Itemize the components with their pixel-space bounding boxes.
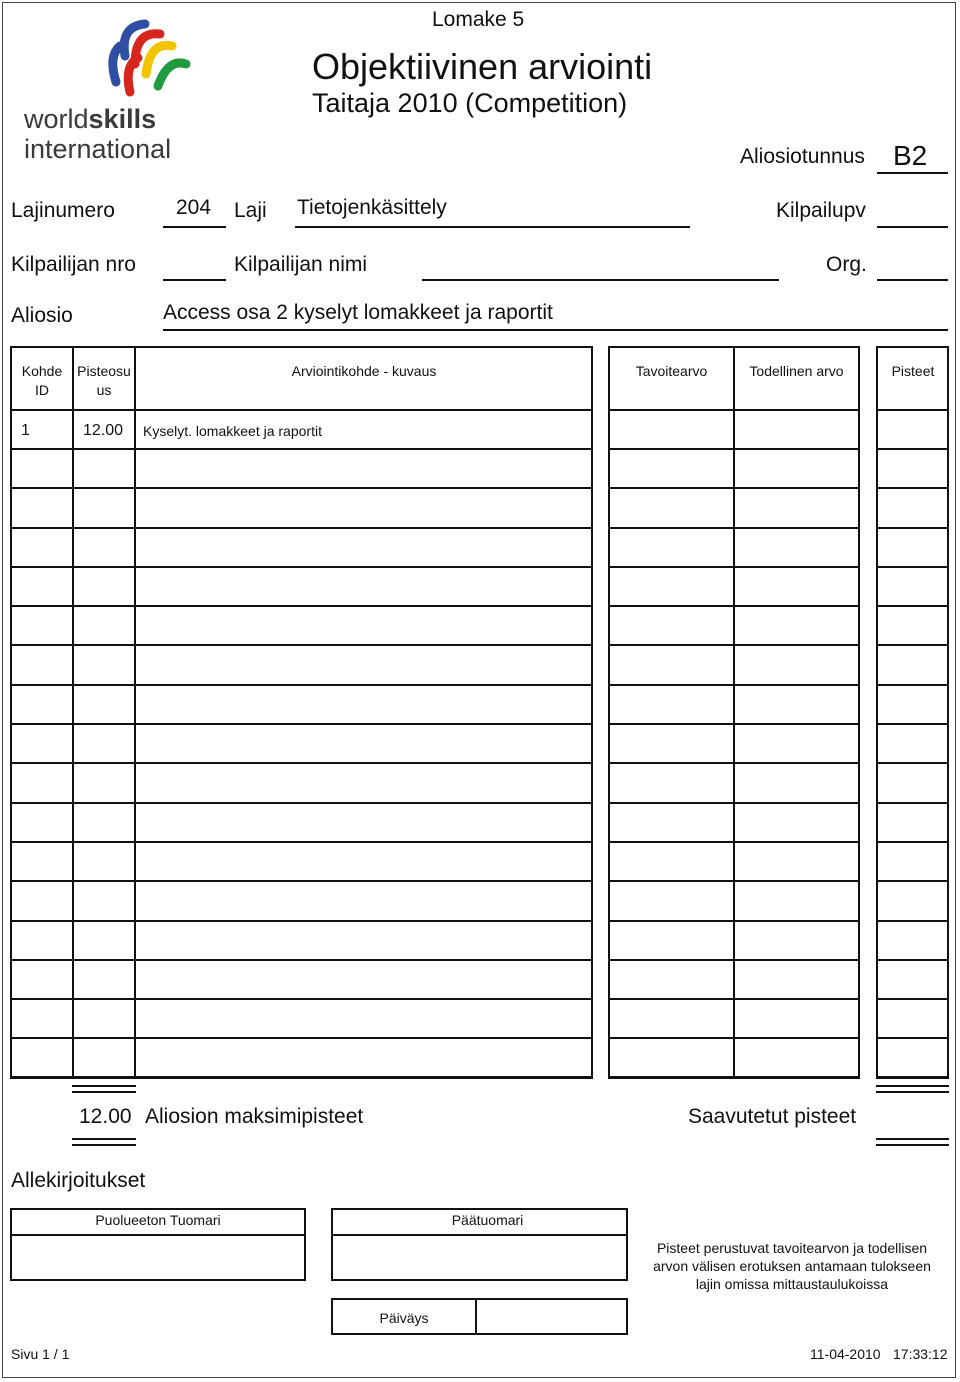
page-number: Sivu 1 / 1 <box>11 1346 70 1362</box>
table-row-line <box>10 527 593 529</box>
kilpailupv-line <box>877 226 948 228</box>
table-row-line <box>608 527 860 529</box>
table-row-line <box>876 998 949 1000</box>
header-todellinen-arvo: Todellinen arvo <box>749 363 844 379</box>
table-row-line <box>10 1077 593 1079</box>
table-row-line <box>10 841 593 843</box>
print-time: 17:33:12 <box>893 1346 948 1362</box>
laji-label: Laji <box>234 199 267 222</box>
logo-text-international: international <box>24 134 172 164</box>
table-row-line <box>876 1037 949 1039</box>
header-pisteosuus-1: Pisteosu <box>77 363 131 379</box>
table-row-line <box>876 644 949 646</box>
table-row-line <box>876 920 949 922</box>
table-col-divider-points <box>134 346 136 1078</box>
max-points-double-line-bottom <box>72 1138 136 1146</box>
table-col-divider-id <box>72 346 74 1078</box>
worldskills-logo <box>20 16 195 166</box>
table-row-line <box>608 841 860 843</box>
table-row-line <box>608 723 860 725</box>
lajinumero-value: 204 <box>176 196 212 219</box>
table-row-line <box>10 998 593 1000</box>
header-pisteosuus-2: us <box>96 382 112 398</box>
table-row-line <box>876 880 949 882</box>
header-kuvaus: Arviointikohde - kuvaus <box>291 363 437 379</box>
table-row-line <box>608 1077 860 1079</box>
table-row-line <box>876 1077 949 1079</box>
table-row-line <box>10 920 593 922</box>
table-row-line <box>10 684 593 686</box>
table-row-line <box>608 802 860 804</box>
table-row-line <box>10 644 593 646</box>
table-row-line <box>876 409 949 411</box>
neutral-judge-label: Puolueeton Tuomari <box>95 1212 221 1228</box>
aliosiotunnus-underline <box>877 172 948 174</box>
table-row-line <box>10 1037 593 1039</box>
aliosio-line <box>163 329 948 331</box>
kilpailijan-nro-line <box>163 279 226 281</box>
table-row-line <box>876 841 949 843</box>
scoring-note-line-2: arvon välisen erotuksen antamaan tulokseen <box>653 1258 931 1274</box>
table-row-line <box>876 723 949 725</box>
lajinumero-label: Lajinumero <box>11 199 115 222</box>
chief-judge-divider <box>331 1234 628 1236</box>
table-row-line <box>876 605 949 607</box>
aliosiotunnus-label: Aliosiotunnus <box>740 145 865 168</box>
table-row-line <box>10 802 593 804</box>
header-kohde-id: Kohde ID <box>21 363 63 398</box>
table-row-line <box>608 644 860 646</box>
table-row-line <box>10 448 593 450</box>
date-label: Päiväys <box>379 1310 429 1326</box>
neutral-judge-divider <box>10 1234 306 1236</box>
table-row-line <box>608 448 860 450</box>
row-1-id: 1 <box>21 422 30 439</box>
table-main-block <box>10 346 593 1078</box>
table-row-line <box>608 684 860 686</box>
table-row-line <box>10 566 593 568</box>
org-label: Org. <box>826 253 867 276</box>
aliosiotunnus-value: B2 <box>893 140 928 171</box>
aliosio-value: Access osa 2 kyselyt lomakkeet ja raportit <box>163 301 553 324</box>
logo-text-world: world <box>24 104 89 134</box>
row-1-points: 12.00 <box>83 422 124 439</box>
org-line <box>877 279 948 281</box>
page-title: Objektiivinen arviointi <box>312 46 653 87</box>
kilpailijan-nro-label: Kilpailijan nro <box>11 253 136 276</box>
achieved-double-line-top <box>876 1085 949 1093</box>
svg-text:worldskills <box>23 104 156 134</box>
scoring-note-line-3: lajin omissa mittaustaulukoissa <box>695 1276 889 1292</box>
table-row-line <box>876 527 949 529</box>
table-row-line <box>608 409 860 411</box>
table-row-line <box>10 487 593 489</box>
achieved-points-label: Saavutetut pisteet <box>688 1105 857 1128</box>
table-row-line <box>876 566 949 568</box>
form-number: Lomake 5 <box>432 8 525 31</box>
table-row-line <box>10 409 593 411</box>
lajinumero-line <box>163 226 226 228</box>
table-row-line <box>10 605 593 607</box>
achieved-double-line <box>876 1138 949 1146</box>
table-row-line <box>608 1037 860 1039</box>
laji-value: Tietojenkäsittely <box>297 196 447 219</box>
table-row-line <box>608 880 860 882</box>
table-row-line <box>608 920 860 922</box>
logo-stripe-green <box>158 63 186 86</box>
aliosio-label: Aliosio <box>11 304 73 327</box>
header-tavoitearvo: Tavoitearvo <box>635 363 708 379</box>
table-row-line <box>10 762 593 764</box>
table-row-line <box>608 762 860 764</box>
table-row-line <box>10 959 593 961</box>
scoring-note-line-1: Pisteet perustuvat tavoitearvon ja todellisen <box>656 1240 928 1256</box>
max-points-label: Aliosion maksimipisteet <box>145 1105 364 1128</box>
table-row-line <box>876 762 949 764</box>
table-row-line <box>608 959 860 961</box>
header-pisteet: Pisteet <box>891 363 935 379</box>
logo-text-skills: skills <box>88 104 157 134</box>
row-1-description: Kyselyt. lomakkeet ja raportit <box>143 423 322 439</box>
chief-judge-label: Päätuomari <box>451 1212 524 1228</box>
print-date: 11-04-2010 <box>810 1346 881 1362</box>
logo-stripe-red-2 <box>128 58 138 92</box>
signatures-label: Allekirjoitukset <box>11 1169 146 1192</box>
table-row-line <box>608 487 860 489</box>
page-subtitle: Taitaja 2010 (Competition) <box>312 88 628 118</box>
table-points-block <box>876 346 949 1078</box>
logo-stripe-blue-2 <box>113 46 120 82</box>
kilpailijan-nimi-line <box>422 279 779 281</box>
table-row-line <box>876 487 949 489</box>
table-row-line <box>876 959 949 961</box>
date-divider <box>475 1298 477 1335</box>
table-row-line <box>608 605 860 607</box>
laji-line <box>295 226 690 228</box>
table-row-line <box>10 723 593 725</box>
max-points-value: 12.00 <box>79 1105 132 1128</box>
table-row-line <box>876 448 949 450</box>
table-row-line <box>876 802 949 804</box>
table-row-line <box>608 566 860 568</box>
max-points-double-line <box>72 1085 136 1093</box>
kilpailijan-nimi-label: Kilpailijan nimi <box>234 253 368 276</box>
table-row-line <box>10 880 593 882</box>
table-row-line <box>608 998 860 1000</box>
table-row-line <box>876 684 949 686</box>
kilpailupv-label: Kilpailupv <box>776 199 866 222</box>
table-col-divider-values <box>733 346 735 1078</box>
